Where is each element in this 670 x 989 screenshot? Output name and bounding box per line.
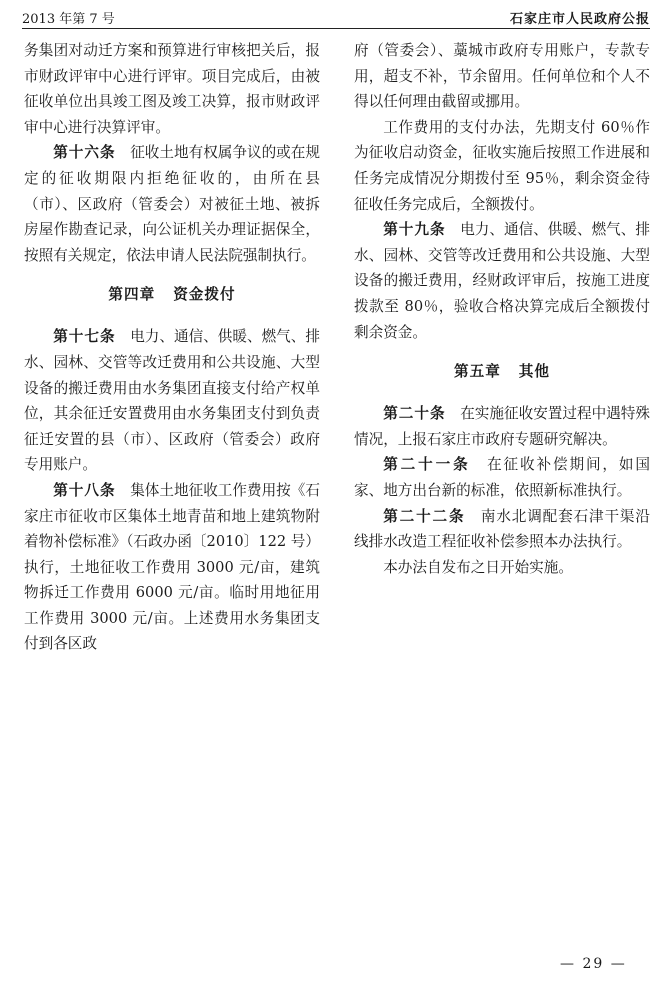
article-text: 电力、通信、供暖、燃气、排水、园林、交管等改迁费用和公共设施、大型设备的搬迁费用，经财政评审后，按施工进度拨款至 80％，验收合格决算完成后全额拨付剩余资金。 [354, 221, 650, 341]
article-19 [354, 217, 650, 345]
article-text: 征收土地有权属争议的或在规定的征收期限内拒绝征收的，由所在县（市）、区政府（管委会）对被征土地、被拆房屋作勘查记录，向公证机关办理证据保全，按照有关规定，依法申请人民法院强制执行。 [24, 144, 320, 264]
right-column [354, 38, 650, 580]
paragraph: 务集团对动迁方案和预算进行审核把关后，报市财政评审中心进行评审。项目完成后，由被征收单位出具竣工图及竣工决算，报市财政评审中心进行决算评审。 [24, 42, 320, 136]
article-text: 在实施征收安置过程中遇特殊情况，上报石家庄市政府专题研究解决。 [354, 405, 650, 448]
article-label: 第二十条 [383, 405, 446, 423]
article-18 [24, 478, 320, 657]
article-22 [354, 504, 650, 555]
article-label: 第二十二条 [383, 507, 466, 525]
closing-statement: 本办法自发布之日开始实施。 [383, 558, 573, 576]
chapter-title: 资金拨付 [173, 286, 236, 304]
article-label: 第十八条 [53, 481, 116, 499]
page-header [22, 6, 650, 29]
chapter-heading [354, 359, 650, 385]
article-label: 第二十一条 [383, 456, 471, 474]
chapter-number: 第四章 [108, 286, 156, 304]
article-16 [24, 140, 320, 268]
article-text: 集体土地征收工作费用按《石家庄市征收市区集体土地青苗和地上建筑物附着物补偿标准》（石政办函〔2010〕122 号）执行，土地征收工作费用 3000 元/亩，建筑物拆迁工作费用 6000 元/亩。临时用地征用工作费用 3000 元/亩。上述费用水务集团支付到各区政 [24, 481, 320, 653]
article-17 [24, 324, 320, 478]
article-text: 在征收补偿期间，如国家、地方出台新的标准，依照新标准执行。 [354, 456, 650, 499]
left-column [24, 38, 320, 657]
chapter-number: 第五章 [454, 363, 501, 381]
publication-title: 石家庄市人民政府公报 [509, 12, 650, 27]
chapter-heading [24, 282, 320, 308]
article-20 [354, 401, 650, 452]
article-label: 第十九条 [383, 221, 446, 239]
paragraph: 工作费用的支付办法，先期支付 60％作为征收启动资金，征收实施后按照工作进展和任务完成情况分期拨付至 95％，剩余资金待征收任务完成后，全额拨付。 [354, 118, 650, 213]
article-text: 电力、通信、供暖、燃气、排水、园林、交管等改迁费用和公共设施、大型设备的搬迁费用由水务集团直接支付给产权单位，其余征迁安置费用由水务集团支付到负责征迁安置的县（市）、区政府（管委会）政府专用账户。 [24, 328, 320, 474]
article-21 [354, 452, 650, 503]
page-number: — 29 — [560, 956, 627, 972]
article-label: 第十七条 [53, 328, 116, 346]
article-text: 南水北调配套石津干渠沿线排水改造工程征收补偿参照本办法执行。 [354, 507, 650, 551]
chapter-title: 其他 [518, 363, 550, 381]
article-label: 第十六条 [53, 144, 116, 162]
paragraph: 府（管委会）、藁城市政府专用账户，专款专用，超支不补，节余留用。任何单位和个人不得以任何理由截留或挪用。 [354, 42, 650, 111]
issue-number: 2013 年第 7 号 [22, 12, 115, 27]
